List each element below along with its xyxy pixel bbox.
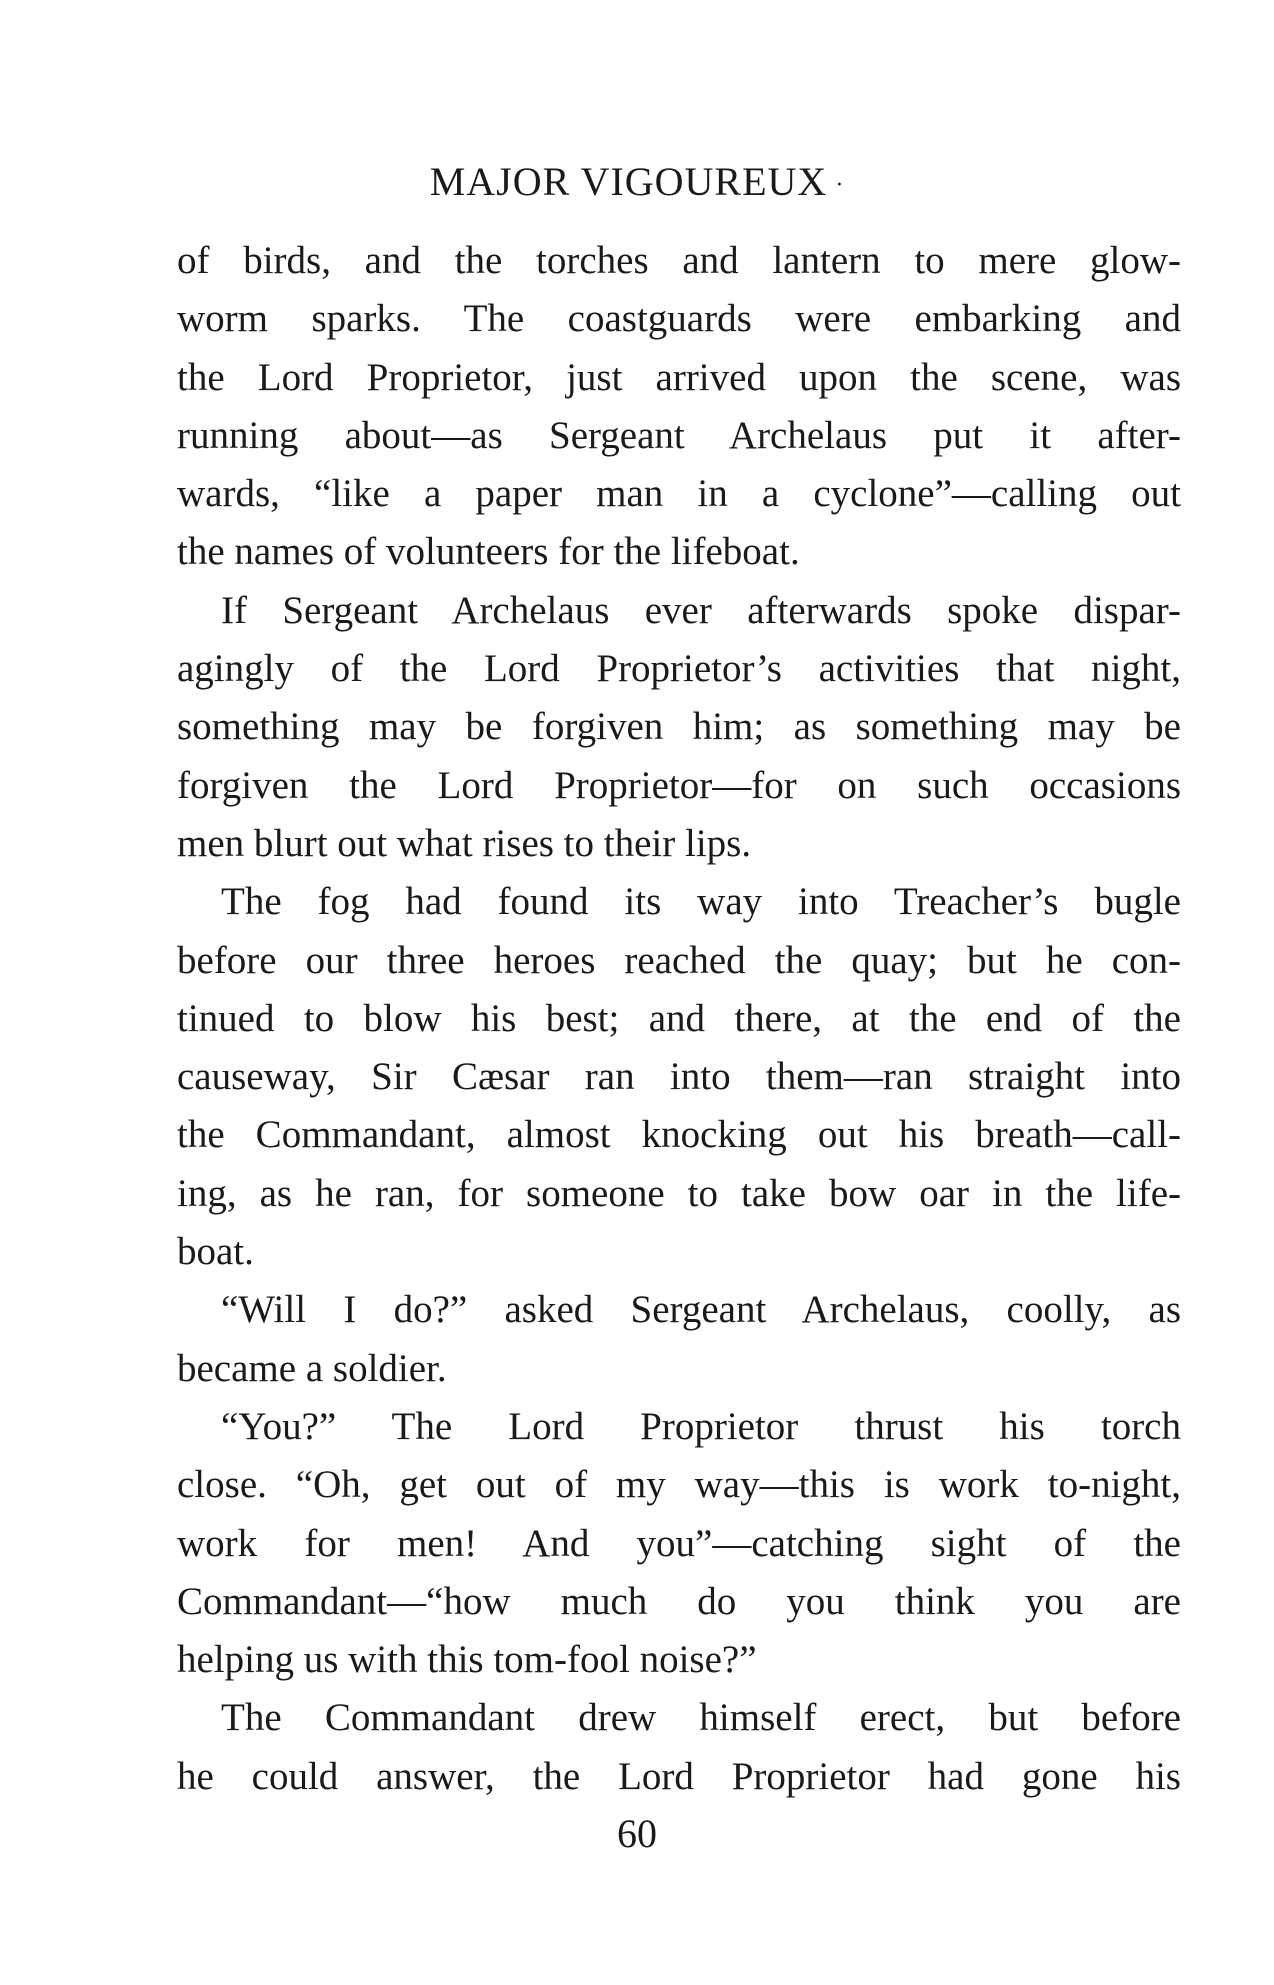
text-line: The Commandant drew himself erect, but before xyxy=(221,1696,1181,1740)
text-line: before our three heroes reached the quay; but he con- xyxy=(177,938,1181,982)
text-line: causeway, Sir Cæsar ran into them—ran straight into xyxy=(177,1055,1181,1099)
text-line: “Will I do?” asked Sergeant Archelaus, coolly, as xyxy=(221,1288,1181,1332)
text-line: wards, “like a paper man in a cyclone”—calling out xyxy=(177,472,1181,516)
text-line: became a soldier. xyxy=(177,1346,447,1390)
text-line: tinued to blow his best; and there, at the end of the xyxy=(177,996,1181,1040)
text-line: the Commandant, almost knocking out his breath—call- xyxy=(177,1113,1181,1157)
text-line: men blurt out what rises to their lips. xyxy=(177,821,752,865)
text-line: forgiven the Lord Proprietor—for on such occasions xyxy=(177,763,1181,807)
text-line: the Lord Proprietor, just arrived upon the scene, was xyxy=(177,355,1181,399)
text-line: the names of volunteers for the lifeboat. xyxy=(177,530,800,574)
text-line: of birds, and the torches and lantern to mere glow- xyxy=(177,239,1181,282)
text-line: he could answer, the Lord Proprietor had gone his xyxy=(177,1754,1181,1798)
text-line: helping us with this tom-fool noise?” xyxy=(177,1638,757,1682)
text-line: Commandant—“how much do you think you are xyxy=(177,1579,1181,1623)
text-line: agingly of the Lord Proprietor’s activities that night, xyxy=(177,647,1181,691)
body-text xyxy=(177,232,1181,1806)
text-line: work for men! And you”—catching sight of the xyxy=(177,1521,1181,1565)
text-line: If Sergeant Archelaus ever afterwards spoke dispar- xyxy=(221,588,1181,632)
text-line: close. “Oh, get out of my way—this is work to-night, xyxy=(177,1463,1181,1507)
running-head-title: MAJOR VIGOUREUX xyxy=(429,159,828,204)
text-line: ing, as he ran, for someone to take bow oar in the life- xyxy=(177,1171,1181,1215)
text-line: “You?” The Lord Proprietor thrust his torch xyxy=(221,1404,1181,1448)
text-line: worm sparks. The coastguards were embarking and xyxy=(177,297,1181,341)
text-line: The fog had found its way into Treacher’s bugle xyxy=(221,880,1181,924)
running-head-ornament: · xyxy=(835,172,845,199)
text-line: something may be forgiven him; as something may be xyxy=(177,705,1181,749)
text-line: boat. xyxy=(177,1230,254,1274)
text-line: running about—as Sergeant Archelaus put it after- xyxy=(177,413,1181,457)
running-head xyxy=(0,158,1274,205)
page-number: 60 xyxy=(617,1811,657,1856)
